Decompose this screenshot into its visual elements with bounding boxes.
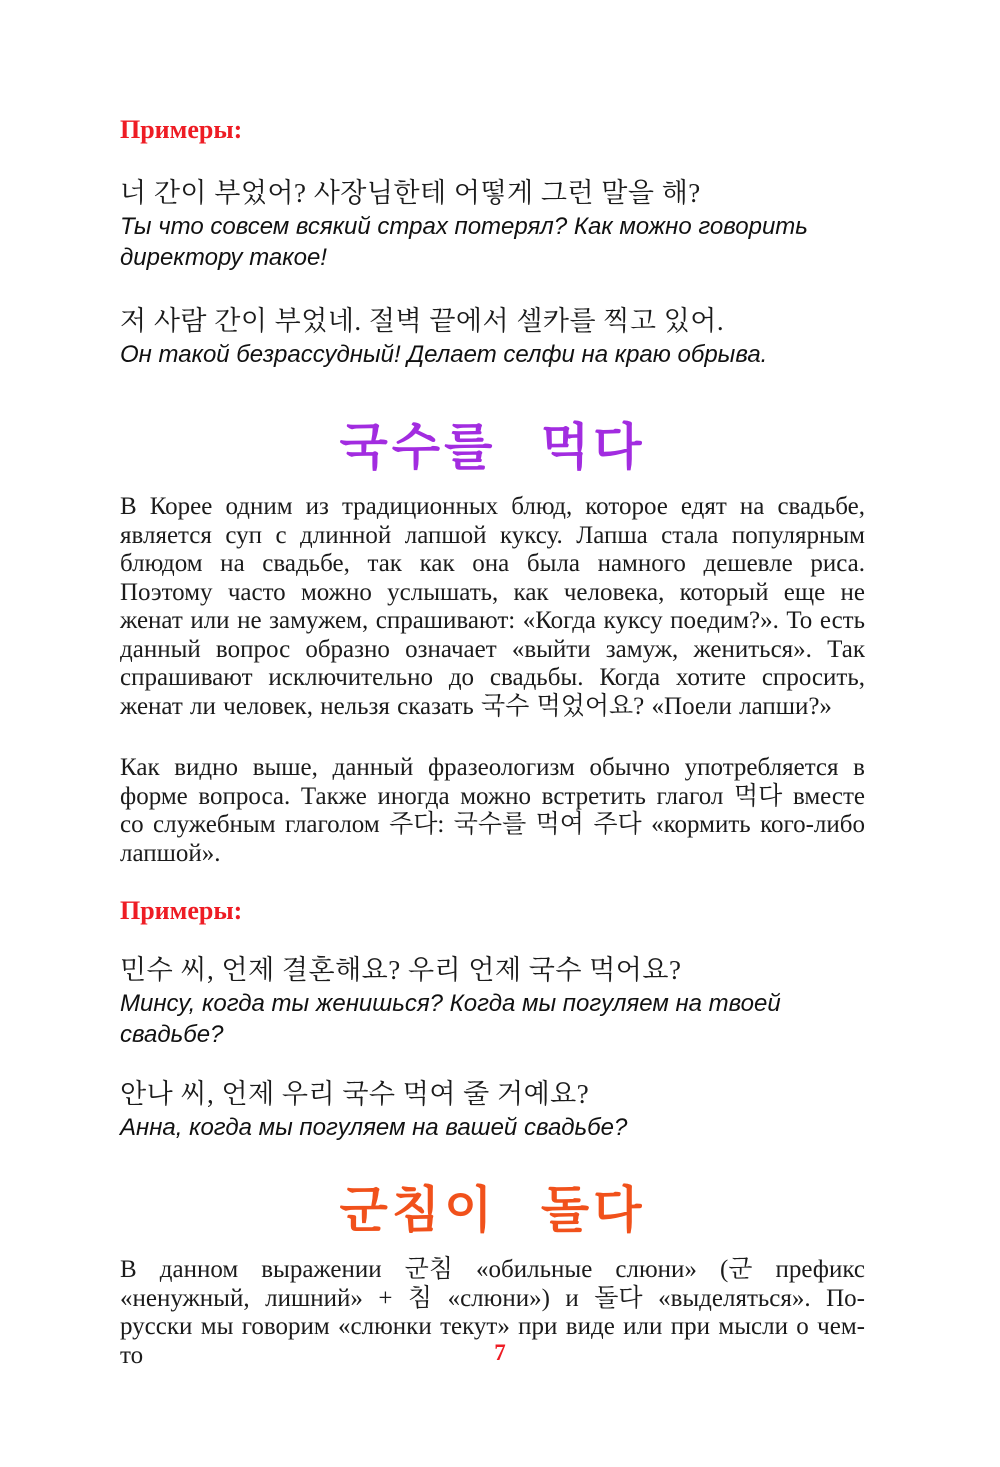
example-pair-1 bbox=[120, 175, 865, 273]
russian-translation: Ты что совсем всякий страх потерял? Как можно говорить директору такое! bbox=[120, 213, 808, 271]
korean-sentence: 너 간이 부었어? 사장님한테 어떻게 그런 말을 해? bbox=[120, 178, 701, 208]
russian-translation: Анна, когда мы погуляем на вашей свадьбе? bbox=[120, 1114, 628, 1141]
russian-translation: Он такой безрассудный! Делает селфи на краю обрыва. bbox=[120, 341, 768, 368]
paragraph-kuksu-1: В Корее одним из традиционных блюд, которое едят на свадьбе, является суп с длинной лапшой куксу. Лапша стала популярным блюдом на свадьбе, так как она была намного дешевле риса. Поэтому часто можно услышать, как человека, который еще не женат или не замужем, спрашивают: «Когда куксу поедим?». То есть данный вопрос образно означает «выйти замуж, жениться». Так спрашивают исключительно до свадьбы. Когда хотите спросить, женат ли человек, нельзя сказать 국수 먹었어요? «Поели лапши?» bbox=[120, 493, 865, 720]
korean-sentence: 저 사람 간이 부었네. 절벽 끝에서 셀카를 찍고 있어. bbox=[120, 306, 725, 336]
page-number: 7 bbox=[494, 1340, 506, 1365]
russian-translation: Минсу, когда ты женишься? Когда мы погуляем на твоей свадьбе? bbox=[120, 990, 781, 1048]
example-pair-3 bbox=[120, 952, 865, 1050]
paragraph-gunchim-1: В данном выражении 군침 «обильные слюни» (군 префикс «ненужный, лишний» + 침 «слюни») и 돌다 «выделяться». По-русски мы говорим «слюнки текут» при виде или при мысли о чем-то bbox=[120, 1256, 865, 1369]
paragraph-kuksu-2: Как видно выше, данный фразеологизм обычно употребляется в форме вопроса. Также иногда можно встретить глагол 먹다 вместе со служебным глаголом 주다: 국수를 먹여 주다 «кормить кого-либо лапшой». bbox=[120, 754, 865, 867]
examples-label-1: Примеры: bbox=[120, 115, 243, 144]
page-content bbox=[120, 115, 865, 1370]
korean-sentence: 안나 씨, 언제 우리 국수 먹여 줄 거예요? bbox=[120, 1079, 590, 1109]
examples-label-2: Примеры: bbox=[120, 896, 243, 925]
example-pair-4 bbox=[120, 1076, 865, 1143]
korean-sentence: 민수 씨, 언제 결혼해요? 우리 언제 국수 먹어요? bbox=[120, 955, 682, 985]
idiom-heading-gunchim: 군침이 돌다 bbox=[339, 1182, 646, 1238]
example-pair-2 bbox=[120, 303, 865, 370]
idiom-heading-kuksu: 국수를 먹다 bbox=[339, 419, 646, 475]
